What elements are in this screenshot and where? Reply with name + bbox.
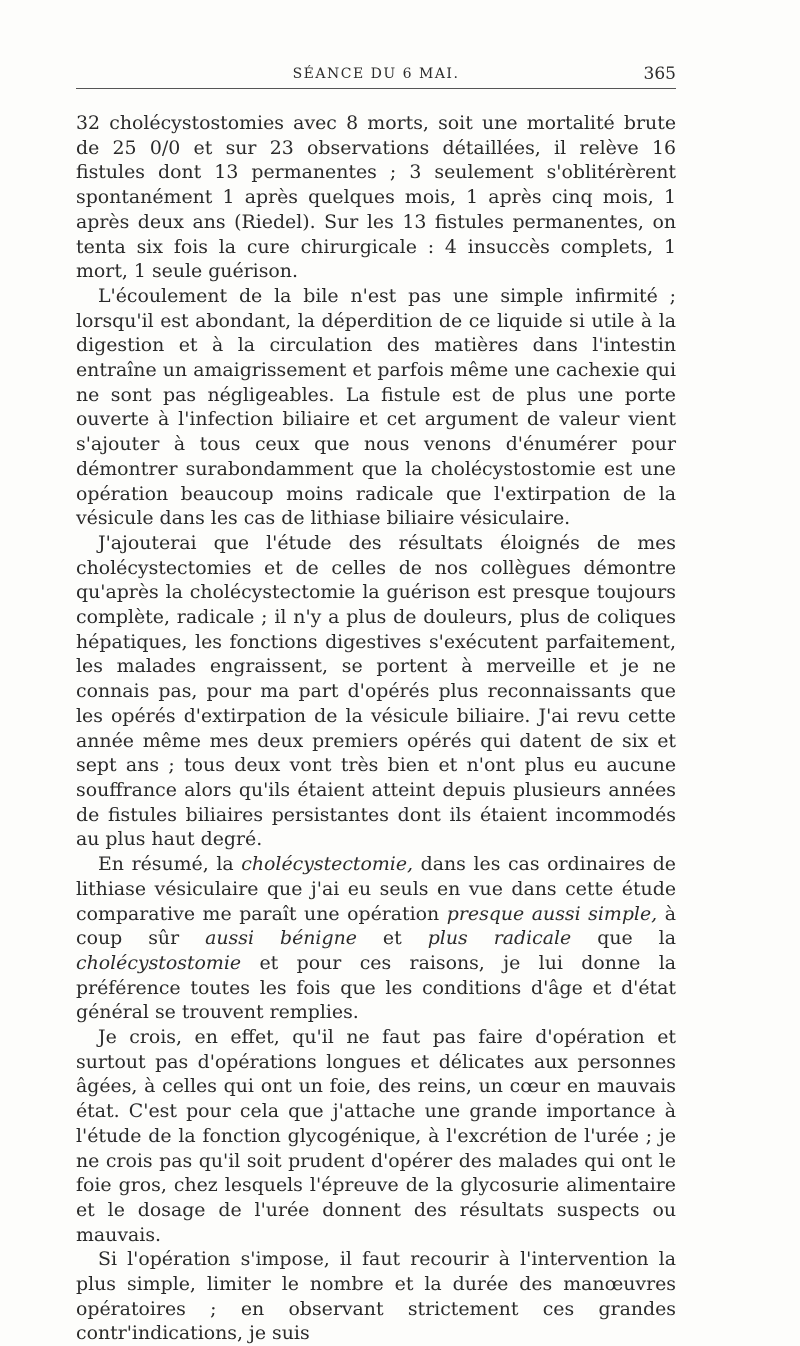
paragraph-5-text: Je crois, en effet, qu'il ne faut pas faire d'opération et surtout pas d'opérations longues et délicates aux personnes âgées, à celles qui ont un foie, des reins, un cœur en mauvais état. C'est pour cela que j'attache une grande importance à l'étude de la fonction glycogénique, à l'excrétion de l'urée ; je ne crois pas qu'il soit prudent d'opérer des malades qui ont le foie gros, chez lesquels l'épreuve de la glycosurie alimentaire et le dosage de l'urée donnent des résultats suspects ou mauvais. [76, 1026, 676, 1246]
paragraph-2 [76, 284, 676, 531]
paragraph-4-seg-3: dans les cas ordinaires de lithiase vésiculaire que j'ai eu seuls en vue dans cette étude comparative me paraît une opération [76, 853, 676, 925]
book-page [76, 58, 676, 1346]
paragraph-2-text: L'écoulement de la bile n'est pas une simple infirmité ; lorsqu'il est abondant, la déperdition de ce liquide si utile à la digestion et à la circulation des matières dans l'intestin entraîne un amaigrissement et parfois même une cachexie qui ne sont pas négligeables. La fistule est de plus une porte ouverte à l'infection biliaire et cet argument de valeur vient s'ajouter à tous ceux que nous venons d'énumérer pour démontrer surabondamment que la cholécystostomie est une opération beaucoup moins radicale que l'extirpation de la vésicule dans les cas de lithiase biliaire vésiculaire. [76, 284, 676, 530]
body-text [76, 111, 676, 1346]
paragraph-1-text: 32 cholécystostomies avec 8 morts, soit une mortalité brute de 25 0/0 et sur 23 observations détaillées, il relève 16 fistules dont 13 permanentes ; 3 seulement s'oblitérèrent spontanément 1 après quelques mois, 1 après cinq mois, 1 après deux ans (Riedel). Sur les 13 fistules permanentes, on tenta six fois la cure chirurgicale : 4 insuccès complets, 1 mort, 1 seule guérison. [76, 112, 676, 283]
paragraph-4-seg-4: presque aussi simple, [446, 902, 658, 925]
paragraph-4-seg-1: En résumé, la [98, 853, 242, 876]
paragraph-4-seg-9: que la [571, 927, 676, 950]
paragraph-4-seg-6: aussi bénigne [205, 927, 357, 950]
page-number: 365 [643, 64, 676, 84]
paragraph-4-seg-2: cholécystectomie, [241, 853, 414, 876]
paragraph-4-seg-7: et [356, 927, 428, 950]
paragraph-4-seg-8: plus radicale [427, 927, 572, 950]
paragraph-6 [76, 1247, 676, 1346]
page-header [76, 58, 676, 89]
paragraph-6-text: Si l'opération s'impose, il faut recourir à l'intervention la plus simple, limiter le nombre et la durée des manœuvres opératoires ; en observant strictement ces grandes contr'indications, je suis [76, 1248, 676, 1345]
paragraph-3 [76, 531, 676, 852]
paragraph-4-seg-11: et pour ces raisons, je lui donne la préférence toutes les fois que les conditions d'âge et d'état général se trouvent remplies. [76, 951, 676, 1024]
paragraph-4-seg-10: cholécystostomie [76, 951, 242, 974]
running-head: SÉANCE DU 6 MAI. [292, 66, 460, 82]
paragraph-3-text: J'ajouterai que l'étude des résultats éloignés de mes cholécystectomies et de celles de nos collègues démontre qu'après la cholécystectomie la guérison est presque toujours complète, radicale ; il n'y a plus de douleurs, plus de coliques hépatiques, les fonctions digestives s'exécutent parfaitement, les malades engraissent, se portent à merveille et je ne connais pas, pour ma part d'opérés plus reconnaissants que les opérés d'extirpation de la vésicule biliaire. J'ai revu cette année même mes deux premiers opérés qui datent de six et sept ans ; tous deux vont très bien et n'ont plus eu aucune souffrance alors qu'ils étaient atteint depuis plusieurs années de fistules biliaires persistantes dont ils étaient incommodés au plus haut degré. [76, 531, 676, 851]
paragraph-4 [76, 852, 676, 1025]
paragraph-4-seg-5: à coup sûr [76, 902, 676, 950]
paragraph-1 [76, 111, 676, 284]
paragraph-5 [76, 1025, 676, 1247]
